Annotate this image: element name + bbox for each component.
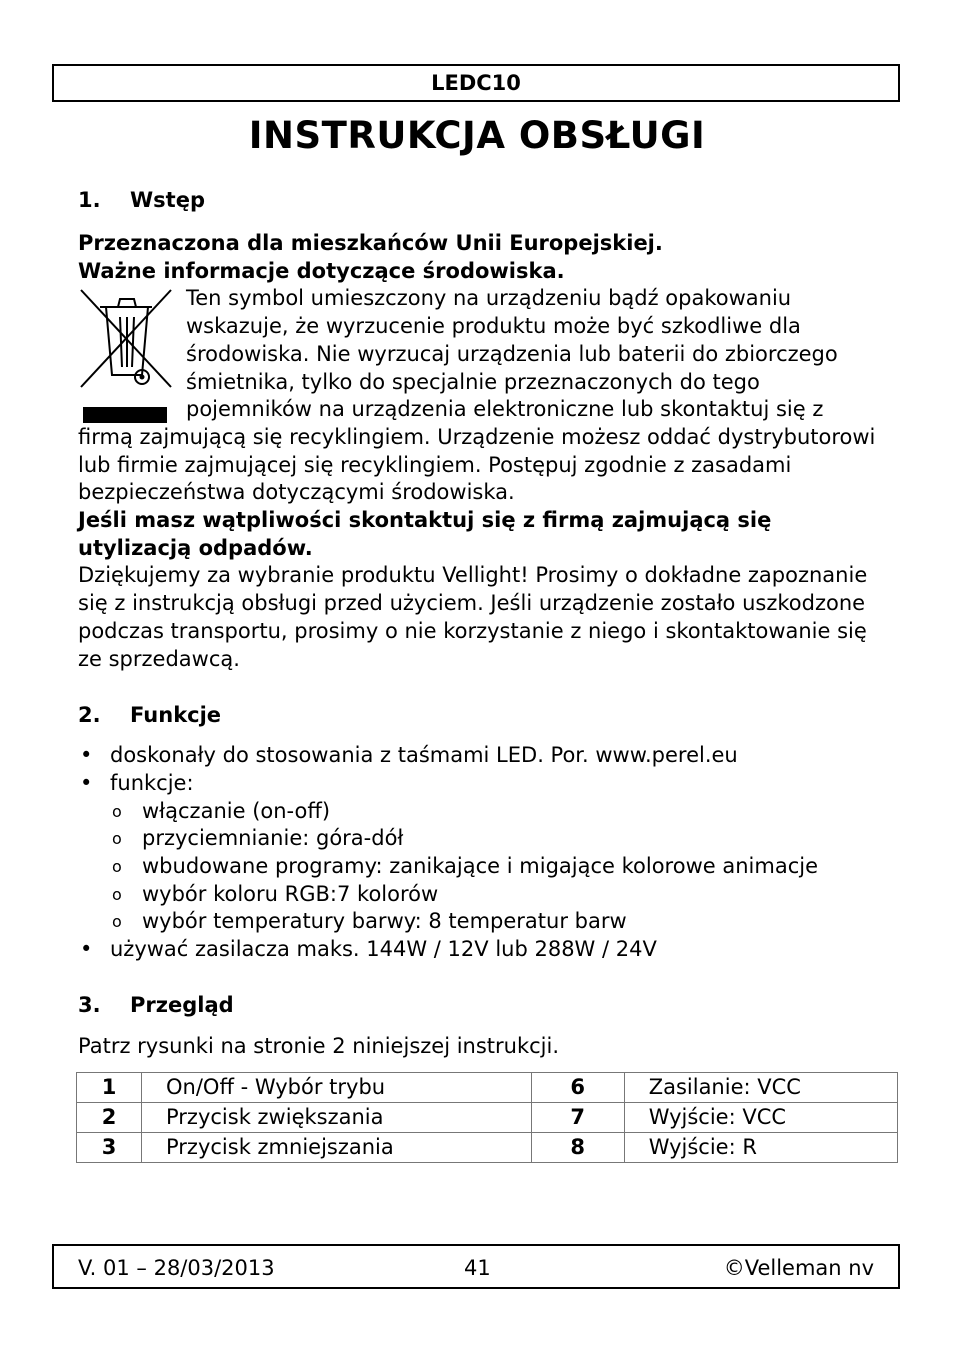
section-2-number: 2. [78,703,101,728]
cell-label: On/Off - Wybór trybu [142,1072,532,1102]
table-row [77,1072,898,1102]
cell-label: Zasilanie: VCC [624,1072,897,1102]
table-row [77,1102,898,1132]
table-row [77,1132,898,1162]
cell-number: 8 [531,1132,624,1162]
section-1-heading [78,186,878,214]
footer-copyright: ©Velleman nv [723,1256,874,1280]
section-3-heading [78,991,878,1019]
cell-number: 6 [531,1072,624,1102]
content [78,186,878,1163]
weee-block [78,285,878,507]
cell-label: Wyjście: VCC [624,1102,897,1132]
weee-text: Ten symbol umieszczony na urządzeniu bądź opakowaniu wskazuje, że wyrzucenie produktu może być szkodliwe dla środowiska. Nie wyrzucaj urządzenia lub baterii do zbiorczego śmietnika, tylko do specjalnie przeznaczonych do tego pojemników na urządzenia elektroniczne lub skontaktuj się z firmą zajmującą się recyklingiem. Urządzenie możesz oddać dystrybutorowi lub firmie zajmującej się recyklingiem. Postępuj zgodnie z zasadami bezpieczeństwa dotyczącymi środowiska. [78,286,876,505]
waste-note: Jeśli masz wątpliwości skontaktuj się z firmą zajmującą się utylizacją odpadów. [78,508,772,560]
sublist-item: o wybór temperatury barwy: 8 temperatur barw [110,908,878,936]
sublist-item: o przyciemnianie: góra-dół [110,825,878,853]
list-item: • używać zasilacza maks. 144W / 12V lub 288W / 24V [78,936,878,964]
cell-number: 7 [531,1102,624,1132]
section-2-title: Funkcje [130,703,222,728]
footer-page-number: 41 [464,1256,491,1280]
sublist-item: o włączanie (on-off) [110,798,878,826]
cell-label: Przycisk zmniejszania [142,1132,532,1162]
section-2-heading [78,701,878,729]
overview-intro: Patrz rysunki na stronie 2 niniejszej instrukcji. [78,1033,560,1058]
cell-number: 2 [77,1102,142,1132]
section-1-title: Wstęp [130,188,205,212]
section-3-title: Przegląd [130,992,234,1017]
header-model-box [52,64,900,102]
weee-crossed-bin-icon [78,287,174,423]
cell-number: 3 [77,1132,142,1162]
section-1-number: 1. [78,188,101,212]
eu-notice: Przeznaczona dla mieszkańców Unii Europejskiej. [78,231,663,255]
footer [52,1244,900,1289]
page-title: INSTRUKCJA OBSŁUGI [248,114,706,157]
sublist-item: o wbudowane programy: zanikające i migające kolorowe animacje [110,853,878,881]
header-model: LEDC10 [431,71,521,95]
list-item [78,770,878,936]
cell-number: 1 [77,1072,142,1102]
environment-notice: Ważne informacje dotyczące środowiska. [78,258,565,283]
cell-label: Przycisk zwiększania [142,1102,532,1132]
cell-label: Wyjście: R [624,1132,897,1162]
footer-version: V. 01 – 28/03/2013 [78,1256,275,1280]
list-item-label: funkcje: [110,770,194,795]
overview-table [76,1072,898,1163]
functions-sublist [110,798,878,937]
section-3-number: 3. [78,992,101,1017]
list-item: • doskonały do stosowania z taśmami LED. Por. www.perel.eu [78,742,878,770]
sublist-item: o wybór koloru RGB:7 kolorów [110,881,878,909]
thanks-text: Dziękujemy za wybranie produktu Vellight! Prosimy o dokładne zapoznanie się z instrukcją obsługi przed użyciem. Jeśli urządzenie zostało uszkodzone podczas transportu, prosimy o nie korzystanie z niego i skontaktowanie się ze sprzedawcą. [78,563,868,671]
features-list [78,742,878,964]
